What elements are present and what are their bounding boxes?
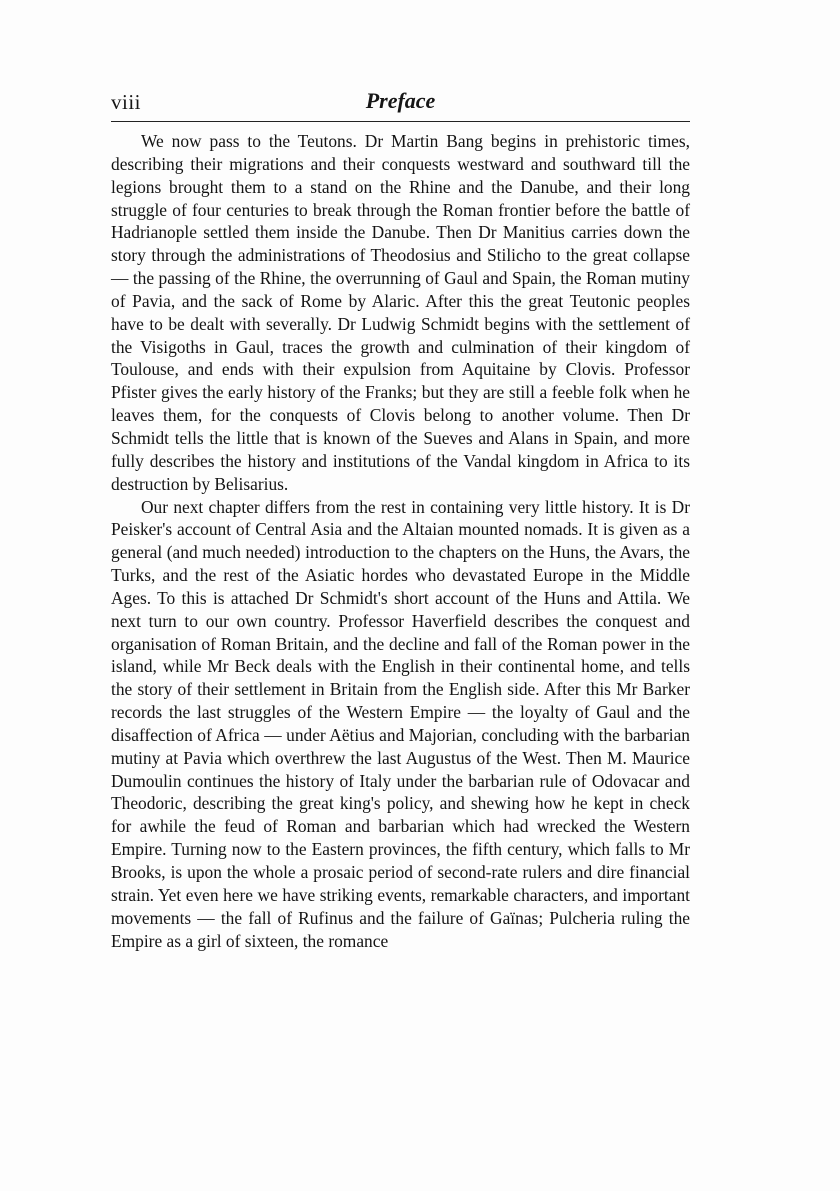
paragraph-teutons: We now pass to the Teutons. Dr Martin Bang begins in prehistoric times, describing their migrations and their conquests westward and southward till the legions brought them to a stand on the Rhine and the Danube, and their long struggle of four centuries to break through the Roman frontier before the battle of Hadrianople settled them inside the Danube. Then Dr Manitius carries down the story through the administrations of Theodosius and Stilicho to the great collapse — the passing of the Rhine, the overrunning of Gaul and Spain, the Roman mutiny of Pavia, and the sack of Rome by Alaric. After this the great Teutonic peoples have to be dealt with severally. Dr Ludwig Schmidt begins with the settlement of the Visigoths in Gaul, traces the growth and culmination of their kingdom of Toulouse, and ends with their expulsion from Aquitaine by Clovis. Professor Pfister gives the early history of the Franks; but they are still a feeble folk when he leaves them, for the conquests of Clovis belong to another volume. Then Dr Schmidt tells the little that is known of the Sueves and Alans in Spain, and more fully describes the history and institutions of the Vandal kingdom in Africa to its destruction by Belisarius. [111, 131, 690, 494]
page-header [111, 88, 690, 118]
paragraph-central-asia: Our next chapter differs from the rest in containing very little history. It is Dr Peisker's account of Central Asia and the Altaian mounted nomads. It is given as a general (and much needed) introduction to the chapters on the Huns, the Avars, the Turks, and the rest of the Asiatic hordes who devastated Europe in the Middle Ages. To this is attached Dr Schmidt's short account of the Huns and Attila. We next turn to our own country. Professor Haverfield describes the conquest and organisation of Roman Britain, and the decline and fall of the Roman power in the island, while Mr Beck deals with the English in their continental home, and tells the story of their settlement in Britain from the English side. After this Mr Barker records the last struggles of the Western Empire — the loyalty of Gaul and the disaffection of Africa — under Aëtius and Majorian, concluding with the barbarian mutiny at Pavia which overthrew the last Augustus of the West. Then M. Maurice Dumoulin continues the history of Italy under the barbarian rule of Odovacar and Theodoric, describing the great king's policy, and shewing how he kept in check for awhile the feud of Roman and barbarian which had wrecked the Western Empire. Turning now to the Eastern provinces, the fifth century, which falls to Mr Brooks, is upon the whole a prosaic period of second-rate rulers and dire financial strain. Yet even here we have striking events, remarkable characters, and important movements — the fall of Rufinus and the failure of Gaïnas; Pulcheria ruling the Empire as a girl of sixteen, the romance [111, 496, 690, 951]
page-number: viii [111, 90, 142, 114]
running-title: Preface [365, 88, 436, 113]
header-rule [111, 121, 690, 122]
body-text [111, 130, 690, 952]
